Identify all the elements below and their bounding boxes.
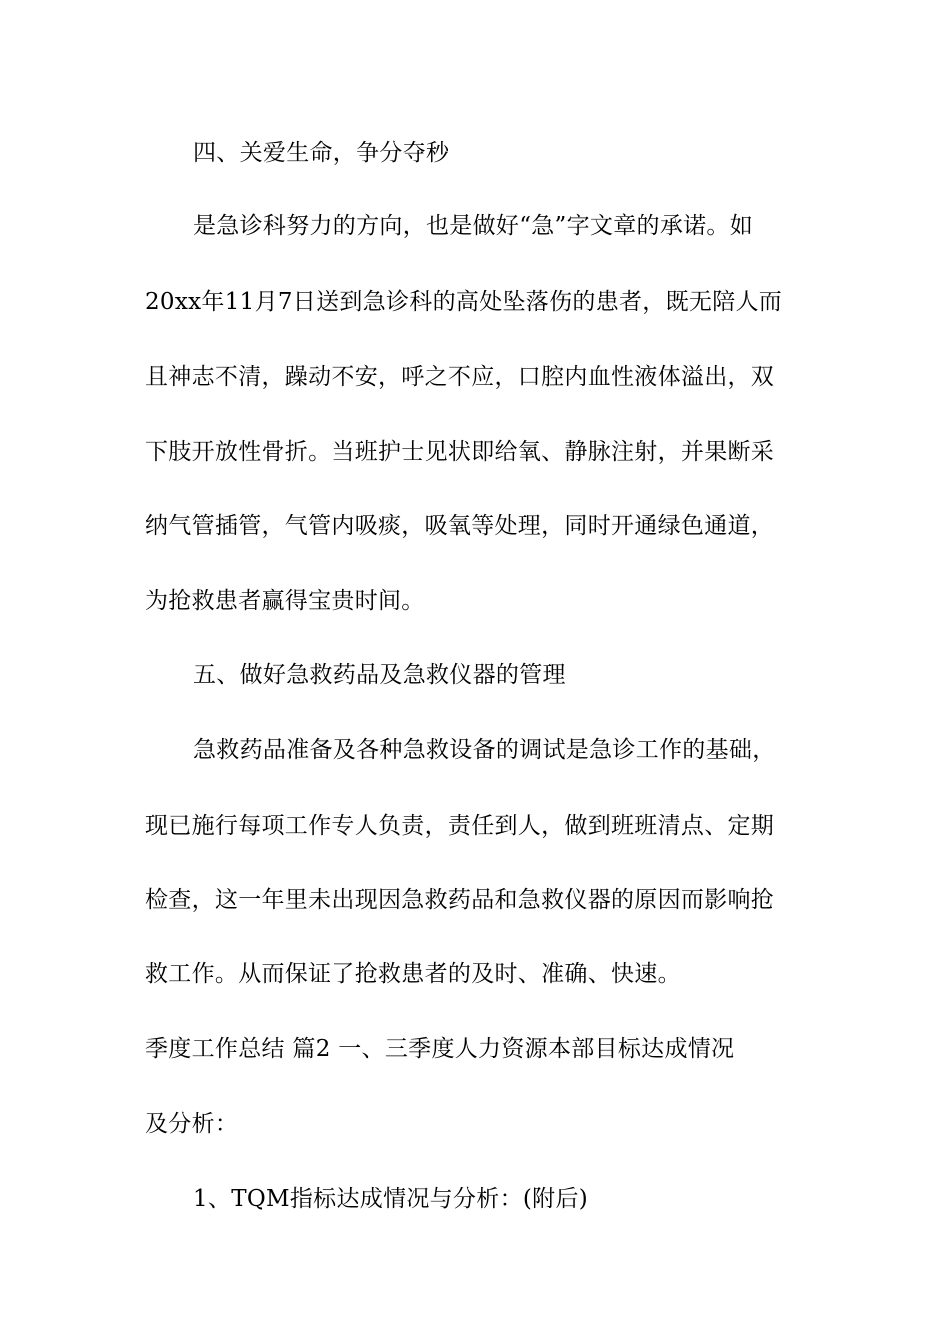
paragraph-line: 是急诊科努力的方向，也是做好“急”字文章的承诺。如 <box>193 213 754 239</box>
section-title-part2: 季度工作总结 篇2 一、三季度人力资源本部目标达成情况 <box>145 1036 735 1062</box>
paragraph-line: 救工作。从而保证了抢救患者的及时、准确、快速。 <box>145 961 681 987</box>
paragraph-line: 检查，这一年里未出现因急救药品和急救仪器的原因而影响抢 <box>145 887 775 913</box>
paragraph-line: 现已施行每项工作专人负责，责任到人，做到班班清点、定期 <box>145 813 775 839</box>
paragraph-line: 急救药品准备及各种急救设备的调试是急诊工作的基础， <box>193 737 776 763</box>
paragraph-line: 下肢开放性骨折。当班护士见状即给氧、静脉注射，并果断采 <box>145 439 775 465</box>
subsection-heading: 1、TQM指标达成情况与分析：(附后) <box>193 1186 589 1212</box>
paragraph-line: 且神志不清，躁动不安，呼之不应，口腔内血性液体溢出，双 <box>145 364 775 390</box>
paragraph-line: 及分析： <box>145 1111 239 1137</box>
paragraph-line: 20xx年11月7日送到急诊科的高处坠落伤的患者，既无陪人而 <box>145 289 783 315</box>
section-heading-5: 五、做好急救药品及急救仪器的管理 <box>193 662 566 688</box>
paragraph-line: 纳气管插管，气管内吸痰，吸氧等处理，同时开通绿色通道， <box>145 513 775 539</box>
section-heading-4: 四、关爱生命，争分夺秒 <box>193 140 450 166</box>
paragraph-line: 为抢救患者赢得宝贵时间。 <box>145 588 425 614</box>
